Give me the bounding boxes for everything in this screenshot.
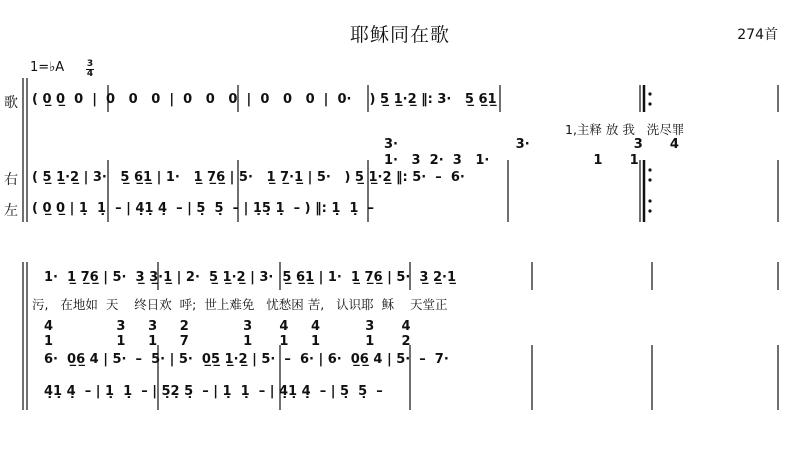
system2-right-hand-line: 6· 0̲6̲ 4 | 5· – 5· | 5· 0̲5̲ 1̲·2̲ | 5· – 6· | 6· 0̲6̲ 4 | 5· – 7· [44,352,449,367]
system1-right-upper-line: 3· 3· 3 4 [384,137,679,152]
system1-right-middle-line: 1· 3 2· 3 1· 1 1 [384,153,639,168]
part-label-left-hand: 左 [4,203,18,219]
system1-lyrics-line: 1,主释 放 我 洗尽罪 [565,122,685,137]
key-signature: 1=♭A [30,60,65,75]
meter-top: 3 [86,59,94,69]
hymn-number: 274首 [737,27,778,43]
system2-lyrics-line: 污, 在地如 天 终日欢 呼; 世上难免 忧愁困 苦, 认识耶 稣 天堂正 [32,297,448,312]
system1-right-hand-line: ( 5̲ 1̲·2̲ | 3· 5̲ 6̲1̲ | 1· 1̲ 7̲6̲ | 5· 1̲ 7̲·1̲ | 5· ) 5̲ 1̲·2̲ ‖: 5· – 6· [32,170,465,185]
hymn-title: 耶稣同在歌 [349,24,450,46]
part-label-voice: 歌 [4,95,18,111]
meter-bottom: 4 [86,69,94,79]
part-label-right-hand: 右 [4,172,18,188]
system2-left-hand-line: 4̣1̣ 4̣ – | 1̣ 1̣ – | 5̣2̣ 5̣ – | 1̣ 1̣ – | 4̣1̣ 4̣ – | 5̣ 5̣ – [44,384,383,399]
repeat-dots [648,92,651,212]
system2-right-upper-line: 4 3 3 2 3 4 4 3 4 [44,319,411,334]
system1-left-hand-line: ( 0̲ 0̲ | 1̣ 1̣ – | 4̣1̣ 4̣ – | 5̣ 5̣ – | 1̣5̣ 1̣ – ) ‖: 1̣ 1̣ – [32,201,375,216]
system2-right-middle-line: 1 1 1 7 1 1 1 1 2 [44,334,411,349]
system1-voice-line: ( 0̲ 0̲ 0 | 0 0 0 | 0 0 0 | 0 0 0 | 0· ) 5̲ 1̲·2̲ ‖: 3· 5̲ 6̲1̲ [32,92,497,107]
system2-voice-line: 1· 1̲ 7̲6̲ | 5· 3̲ 3̲·1̲ | 2· 5̲ 1̲·2̲ | 3· 5̲ 6̲1̲ | 1· 1̲ 7̲6̲ | 5· 3̲ 2̲·1̲ [44,270,457,285]
